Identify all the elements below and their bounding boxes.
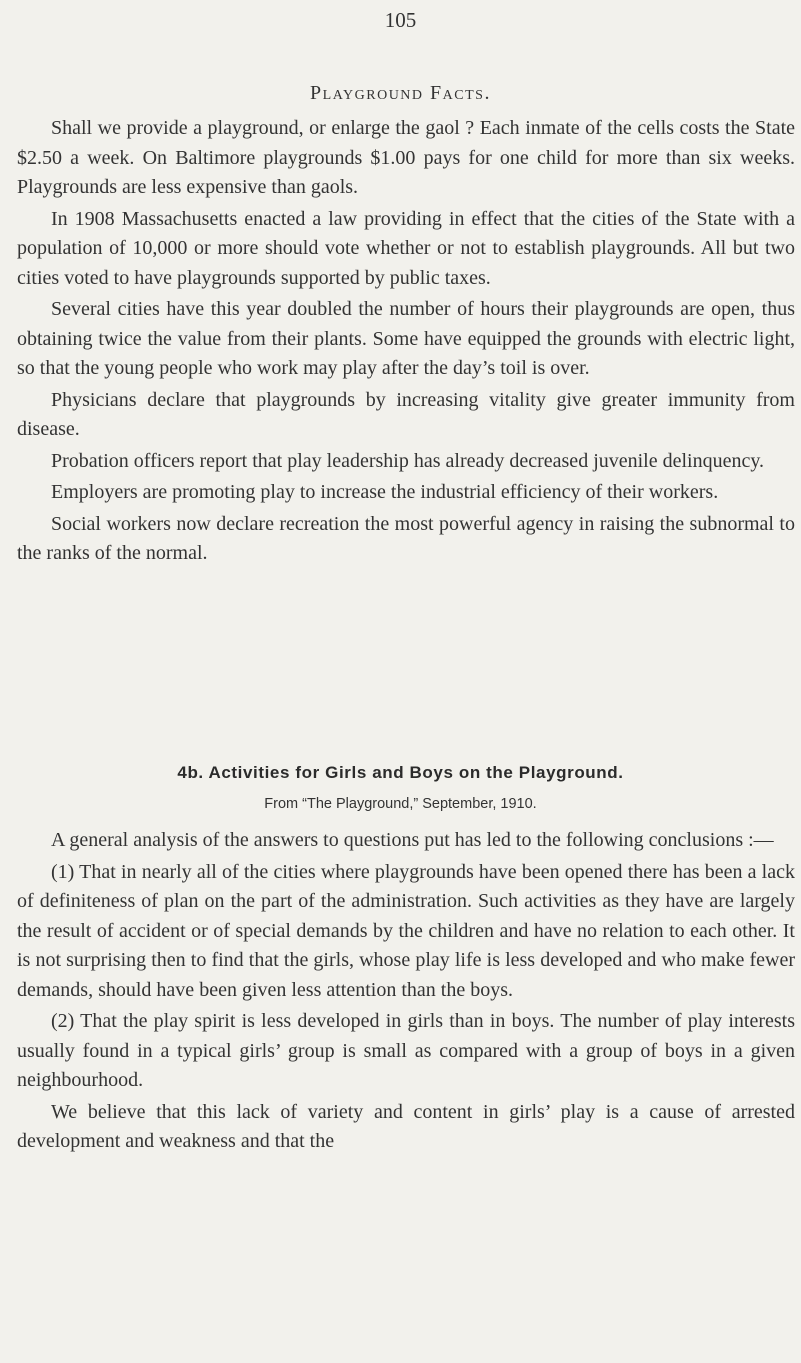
text-block-playground-facts <box>17 114 795 571</box>
source-citation: From “The Playground,” September, 1910. <box>264 796 537 812</box>
paragraph: A general analysis of the answers to questions put has led to the following conclusions :— <box>51 829 774 851</box>
page-title: Playground Facts. <box>310 82 491 104</box>
paragraph: Shall we provide a playground, or enlarge the gaol ? Each inmate of the cells costs the State $2.50 a week. On Baltimore playgrounds $1.00 pays for one child for more than six weeks. Playgrounds are less expensive than gaols. <box>17 117 795 198</box>
section-heading: 4b. Activities for Girls and Boys on the Playground. <box>177 763 624 782</box>
paragraph: Social workers now declare recreation the most powerful agency in raising the subnormal to the ranks of the normal. <box>17 512 795 564</box>
paragraph: Probation officers report that play leadership has already decreased juvenile delinquency. <box>51 449 765 472</box>
paragraph: Several cities have this year doubled the number of hours their playgrounds are open, thus obtaining twice the value from their plants. Some have equipped the grounds with electric light, so that the young people who work may play after the day’s toil is over. <box>17 298 795 379</box>
paragraph: (1) That in nearly all of the cities where playgrounds have been opened there has been a lack of definiteness of plan on the part of the administration. Such activities as they have are largely the result of accident or of special demands by the children and have no relation to each other. It is not surprising then to find that the girls, whose play life is less developed and who make fewer demands, should have been given less attention than the boys. <box>17 860 795 1001</box>
paragraph: We believe that this lack of variety and content in girls’ play is a cause of arrested development and weakness and that the <box>17 1100 795 1152</box>
paragraph: (2) That the play spirit is less developed in girls than in boys. The number of play interests usually found in a typical girls’ group is small as compared with a group of boys in a given neighbourhood. <box>17 1010 795 1091</box>
text-block-activities <box>17 826 795 1159</box>
paragraph: Employers are promoting play to increase the industrial efficiency of their workers. <box>51 481 719 503</box>
paragraph: In 1908 Massachusetts enacted a law providing in effect that the cities of the State with a population of 10,000 or more should vote whether or not to establish playgrounds. All but two cities voted to have playgrounds supported by public taxes. <box>17 207 795 289</box>
paragraph: Physicians declare that playgrounds by increasing vitality give greater immunity from disease. <box>17 388 795 440</box>
page-number: 105 <box>384 8 417 32</box>
